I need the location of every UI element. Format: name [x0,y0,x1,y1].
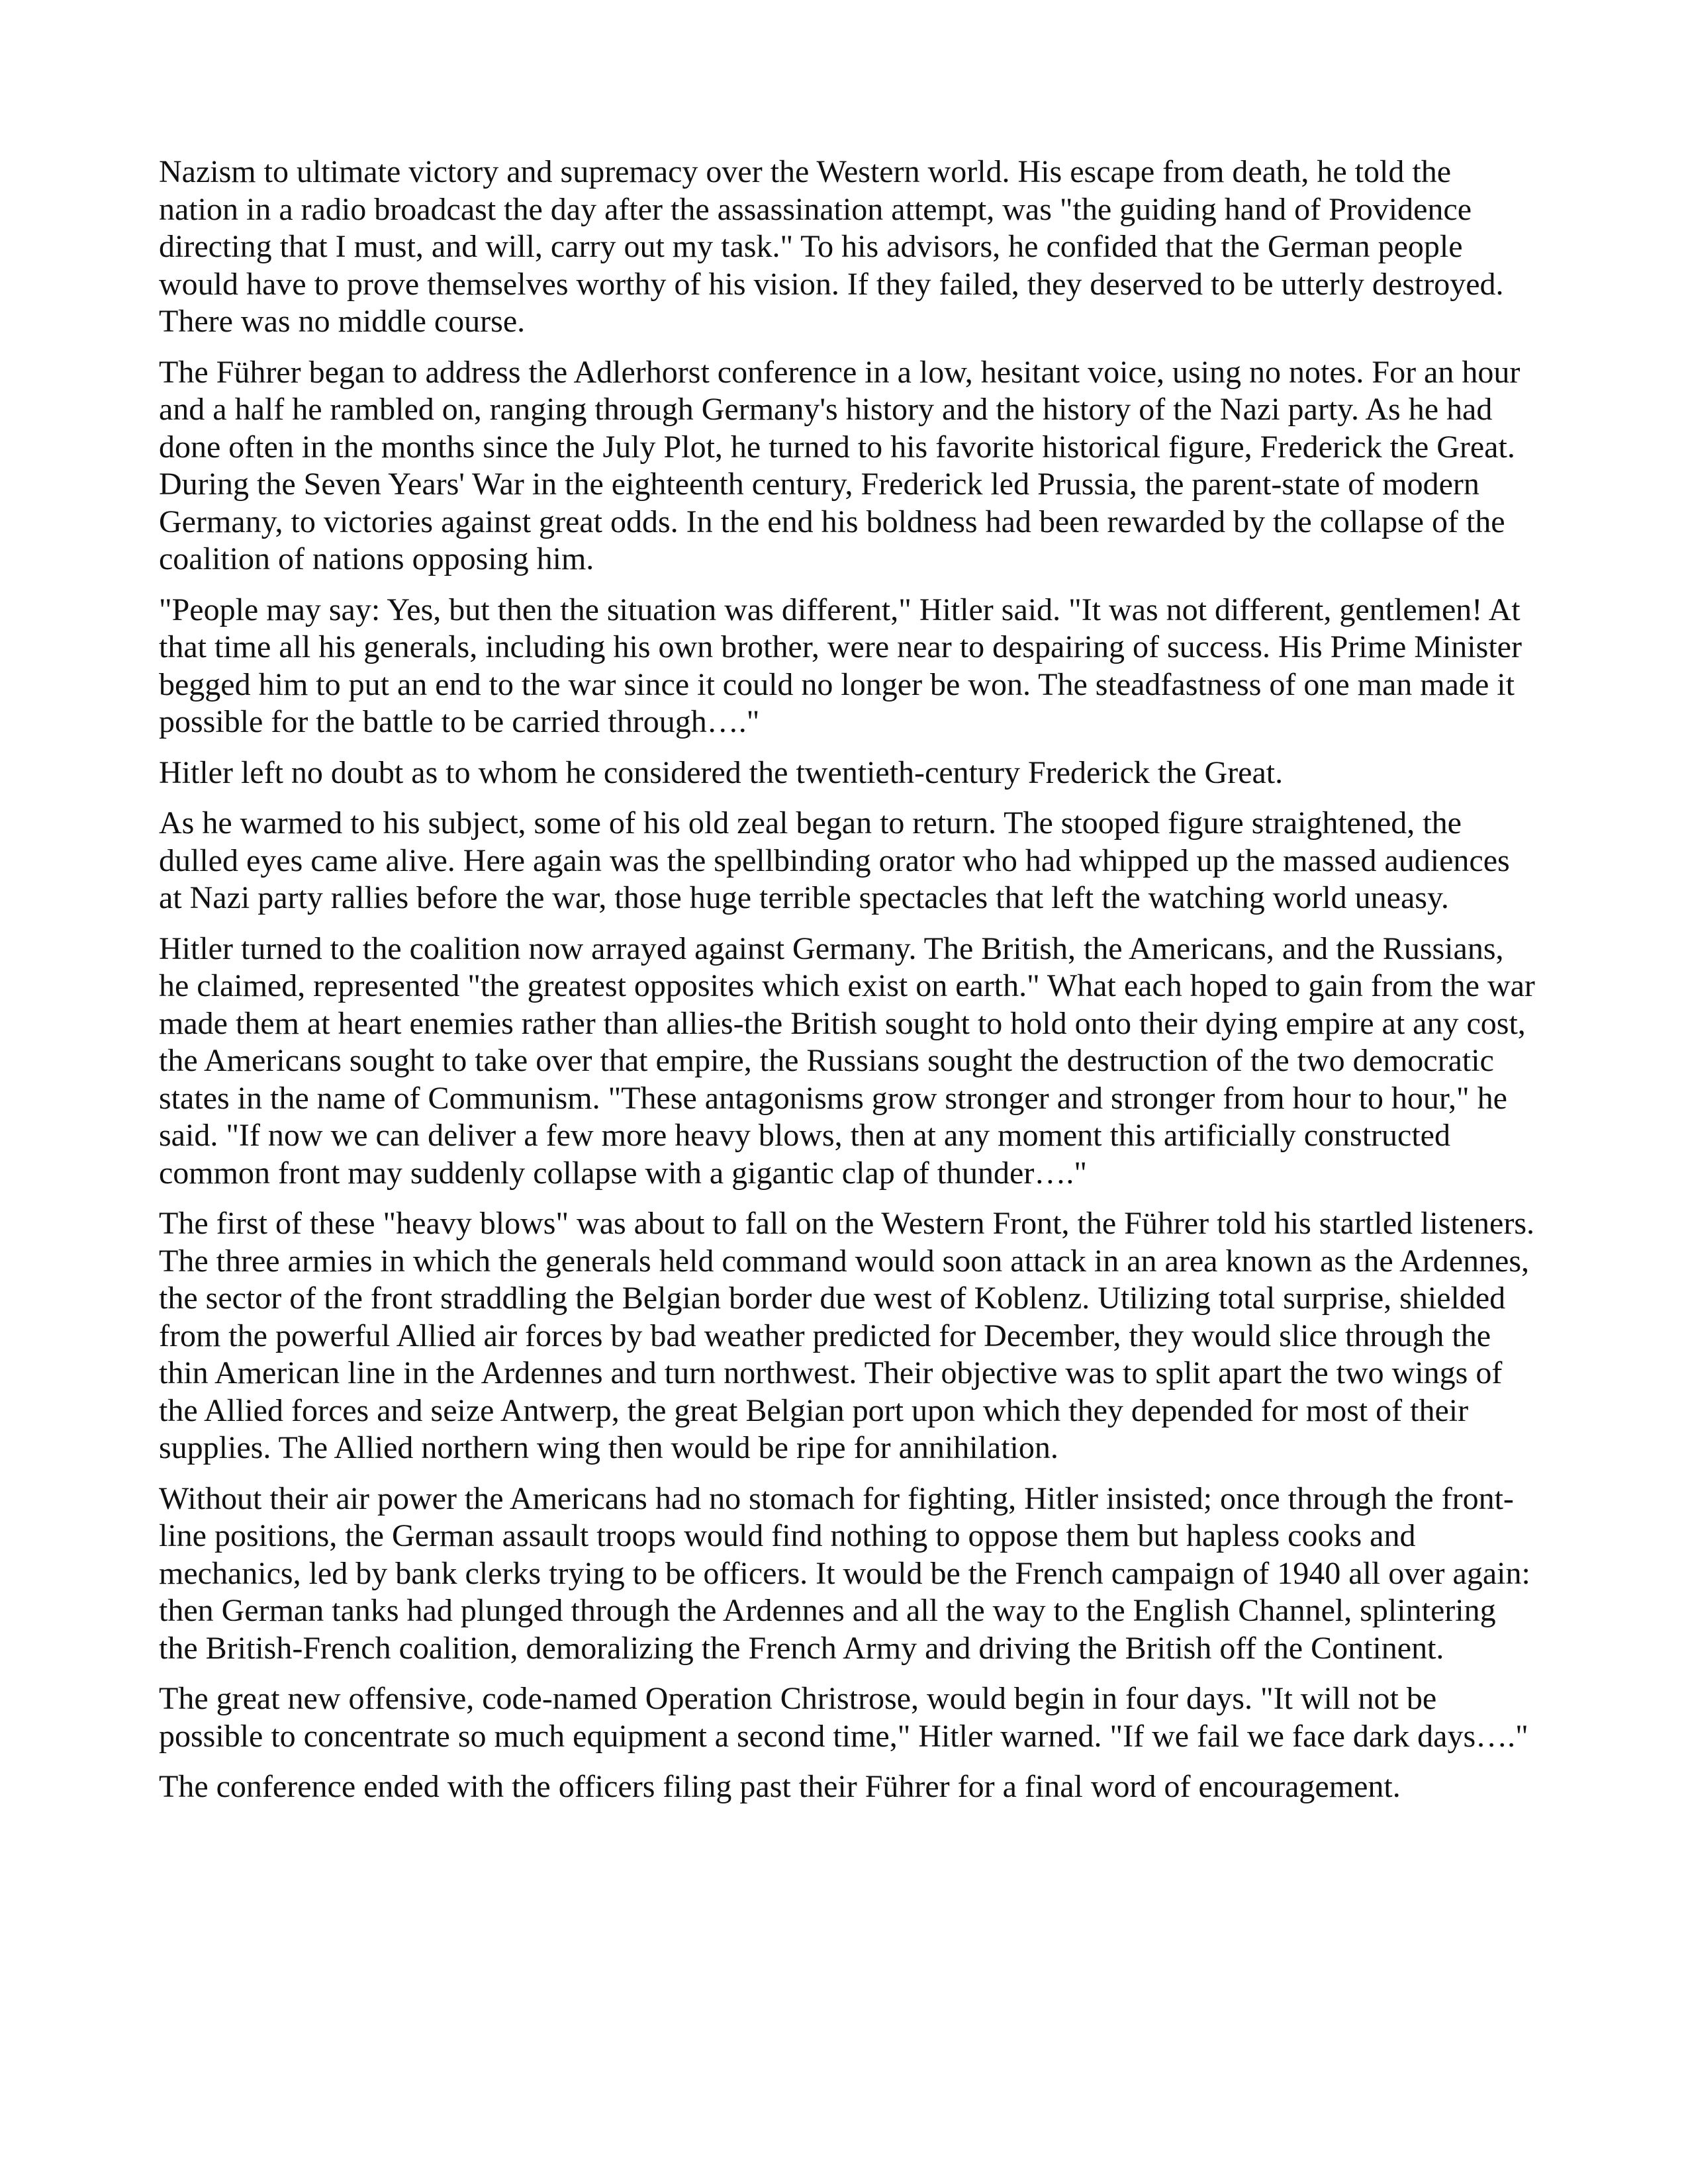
document-page [159,154,1536,1819]
paragraph-7: The first of these "heavy blows" was about to fall on the Western Front, the Führer told his startled listeners. The three armies in which the generals held command would soon attack in an area known as the Ardennes, the sector of the front straddling the Belgian border due west of Koblenz. Utilizing total surprise, shielded from the powerful Allied air forces by bad weather predicted for December, they would slice through the thin American line in the Ardennes and turn northwest. Their objective was to split apart the two wings of the Allied forces and seize Antwerp, the great Belgian port upon which they depended for most of their supplies. The Allied northern wing then would be ripe for annihilation. [159,1206,1535,1465]
paragraph-3: "People may say: Yes, but then the situation was different," Hitler said. "It was not different, gentlemen! At that time all his generals, including his own brother, were near to despairing of success. His Prime Minister begged him to put an end to the war since it could no longer be won. The steadfastness of one man made it possible for the battle to be carried through…." [159,592,1522,739]
paragraph-8: Without their air power the Americans had no stomach for fighting, Hitler insisted; once through the front-line positions, the German assault troops would find nothing to oppose them but hapless cooks and mechanics, led by bank clerks trying to be officers. It would be the French campaign of 1940 all over again: then German tanks had plunged through the Ardennes and all the way to the English Channel, splintering the British-French coalition, demoralizing the French Army and driving the British off the Continent. [159,1480,1530,1666]
paragraph-5: As he warmed to his subject, some of his old zeal began to return. The stooped figure straightened, the dulled eyes came alive. Here again was the spellbinding orator who had whipped up the massed audiences at Nazi party rallies before the war, those huge terrible spectacles that left the watching world uneasy. [159,805,1510,915]
paragraph-9: The great new offensive, code-named Operation Christrose, would begin in four days. "It will not be possible to concentrate so much equipment a second time," Hitler warned. "If we fail we face dark days…." [159,1681,1528,1754]
paragraph-10: The conference ended with the officers filing past their Führer for a final word of encouragement. [159,1769,1401,1804]
paragraph-6: Hitler turned to the coalition now arrayed against Germany. The British, the Americans, and the Russians, he claimed, represented "the greatest opposites which exist on earth." What each hoped to gain from the war made them at heart enemies rather than allies-the British sought to hold onto their dying empire at any cost, the Americans sought to take over that empire, the Russians sought the destruction of the two democratic states in the name of Communism. "These antagonisms grow stronger and stronger from hour to hour," he said. "If now we can deliver a few more heavy blows, then at any moment this artificially constructed common front may suddenly collapse with a gigantic clap of thunder…." [159,931,1535,1191]
paragraph-4: Hitler left no doubt as to whom he considered the twentieth-century Frederick the Great. [159,754,1284,790]
paragraph-1: Nazism to ultimate victory and supremacy over the Western world. His escape from death, he told the nation in a radio broadcast the day after the assassination attempt, was "the guiding hand of Providence directing that I must, and will, carry out my task." To his advisors, he confided that the German people would have to prove themselves worthy of his vision. If they failed, they deserved to be utterly destroyed. There was no middle course. [159,154,1504,339]
paragraph-2: The Führer began to address the Adlerhorst conference in a low, hesitant voice, using no notes. For an hour and a half he rambled on, ranging through Germany's history and the history of the Nazi party. As he had done often in the months since the July Plot, he turned to his favorite historical figure, Frederick the Great. During the Seven Years' War in the eighteenth century, Frederick led Prussia, the parent-state of modern Germany, to victories against great odds. In the end his boldness had been rewarded by the collapse of the coalition of nations opposing him. [159,354,1521,576]
